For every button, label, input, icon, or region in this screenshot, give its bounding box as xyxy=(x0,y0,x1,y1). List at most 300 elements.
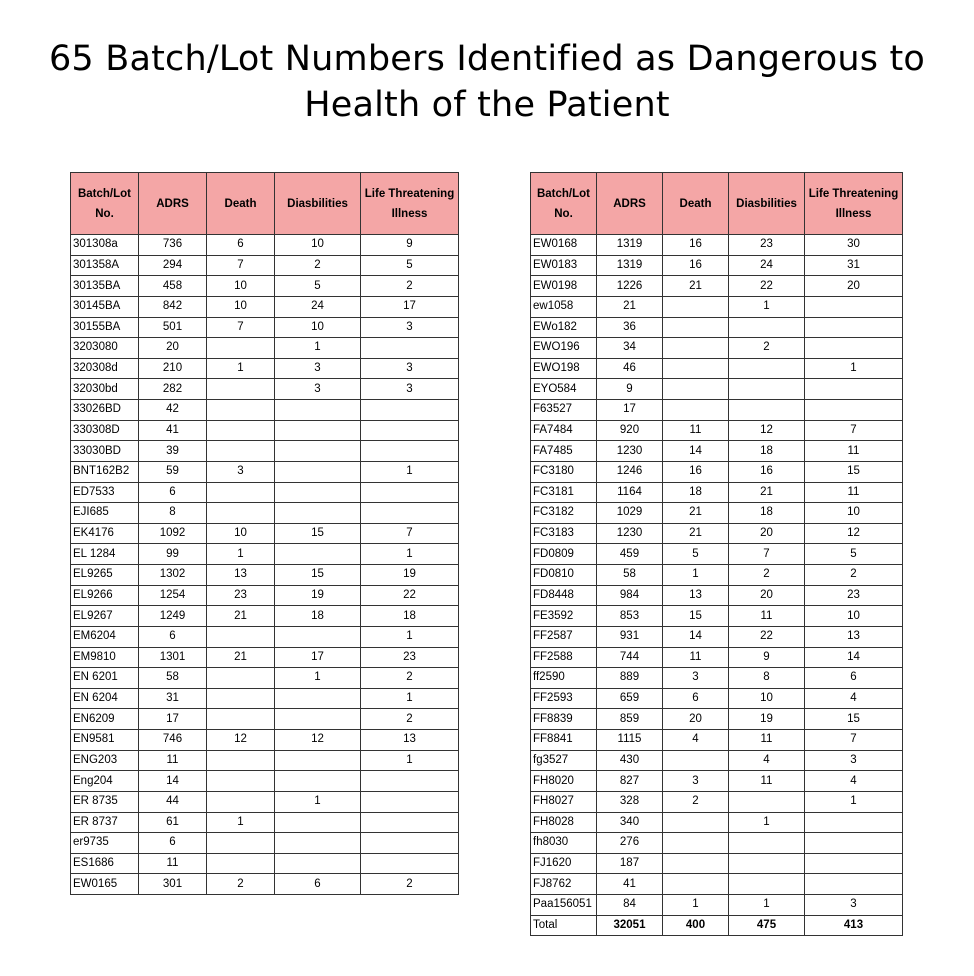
cell-life-threatening: 1 xyxy=(361,688,459,709)
cell-life-threatening: 5 xyxy=(805,544,903,565)
cell-life-threatening: 12 xyxy=(805,523,903,544)
cell-batch-lot: 330308D xyxy=(71,420,139,441)
cell-adrs: 39 xyxy=(139,441,207,462)
cell-adrs: 746 xyxy=(139,730,207,751)
cell-batch-lot: EW0198 xyxy=(531,276,597,297)
cell-batch-lot: FF2593 xyxy=(531,688,597,709)
cell-batch-lot: FF8839 xyxy=(531,709,597,730)
cell-adrs: 41 xyxy=(597,874,663,895)
cell-batch-lot: EM6204 xyxy=(71,626,139,647)
table-row xyxy=(71,688,459,709)
cell-disabilities: 3 xyxy=(275,379,361,400)
cell-life-threatening: 1 xyxy=(361,544,459,565)
cell-disabilities: 1 xyxy=(729,895,805,916)
cell-disabilities: 1 xyxy=(275,338,361,359)
cell-life-threatening: 11 xyxy=(805,482,903,503)
table-row xyxy=(531,709,903,730)
cell-batch-lot: FA7484 xyxy=(531,420,597,441)
cell-disabilities: 9 xyxy=(729,647,805,668)
cell-adrs: 46 xyxy=(597,358,663,379)
cell-adrs: 1226 xyxy=(597,276,663,297)
cell-death xyxy=(207,688,275,709)
table-row xyxy=(531,565,903,586)
cell-adrs: 853 xyxy=(597,606,663,627)
table-row xyxy=(531,358,903,379)
cell-death: 21 xyxy=(663,276,729,297)
cell-life-threatening: 2 xyxy=(361,874,459,895)
cell-death: 2 xyxy=(207,874,275,895)
cell-death: 12 xyxy=(207,730,275,751)
cell-death xyxy=(663,317,729,338)
table-row xyxy=(531,812,903,833)
cell-disabilities xyxy=(275,626,361,647)
cell-death xyxy=(663,358,729,379)
cell-death: 4 xyxy=(663,730,729,751)
cell-disabilities: 7 xyxy=(729,544,805,565)
cell-adrs: 1319 xyxy=(597,255,663,276)
cell-adrs: 41 xyxy=(139,420,207,441)
cell-batch-lot: EK4176 xyxy=(71,523,139,544)
cell-adrs: 9 xyxy=(597,379,663,400)
cell-disabilities xyxy=(729,791,805,812)
cell-batch-lot: ER 8735 xyxy=(71,791,139,812)
cell-disabilities: 2 xyxy=(275,255,361,276)
cell-batch-lot: 30135BA xyxy=(71,276,139,297)
cell-adrs: 827 xyxy=(597,771,663,792)
table-row xyxy=(531,317,903,338)
cell-death: 1 xyxy=(663,895,729,916)
cell-disabilities: 22 xyxy=(729,626,805,647)
cell-disabilities: 6 xyxy=(275,874,361,895)
cell-life-threatening: 6 xyxy=(805,668,903,689)
cell-adrs: 340 xyxy=(597,812,663,833)
header-row xyxy=(531,173,903,235)
table-row xyxy=(531,688,903,709)
cell-life-threatening: 2 xyxy=(361,668,459,689)
cell-life-threatening: 1 xyxy=(361,626,459,647)
cell-life-threatening xyxy=(361,833,459,854)
col-batch-lot: Batch/Lot No. xyxy=(531,173,597,235)
table-row xyxy=(71,379,459,400)
cell-batch-lot: EL9265 xyxy=(71,565,139,586)
cell-disabilities: 1 xyxy=(729,296,805,317)
cell-adrs: 59 xyxy=(139,461,207,482)
cell-adrs: 1092 xyxy=(139,523,207,544)
table-row xyxy=(71,750,459,771)
cell-death: 3 xyxy=(663,771,729,792)
cell-adrs: 1249 xyxy=(139,606,207,627)
cell-death: 1 xyxy=(663,565,729,586)
cell-disabilities: 10 xyxy=(275,317,361,338)
cell-disabilities xyxy=(275,853,361,874)
col-adrs: ADRS xyxy=(139,173,207,235)
cell-death xyxy=(207,338,275,359)
cell-batch-lot: EW0168 xyxy=(531,235,597,256)
cell-disabilities: 22 xyxy=(729,276,805,297)
cell-disabilities: 1 xyxy=(275,668,361,689)
cell-disabilities xyxy=(275,771,361,792)
cell-disabilities: 12 xyxy=(729,420,805,441)
cell-adrs: 920 xyxy=(597,420,663,441)
cell-death: 14 xyxy=(663,626,729,647)
cell-adrs: 736 xyxy=(139,235,207,256)
cell-life-threatening xyxy=(361,420,459,441)
cell-death: 6 xyxy=(663,688,729,709)
cell-disabilities xyxy=(275,688,361,709)
cell-death xyxy=(207,853,275,874)
cell-disabilities xyxy=(729,379,805,400)
cell-batch-lot: F63527 xyxy=(531,400,597,421)
cell-disabilities: 5 xyxy=(275,276,361,297)
table-row xyxy=(531,276,903,297)
cell-death xyxy=(663,750,729,771)
cell-adrs: 859 xyxy=(597,709,663,730)
table-row xyxy=(531,853,903,874)
cell-life-threatening: 3 xyxy=(361,379,459,400)
table-row xyxy=(531,895,903,916)
cell-death: 6 xyxy=(207,235,275,256)
cell-disabilities: 19 xyxy=(275,585,361,606)
cell-adrs: 276 xyxy=(597,833,663,854)
cell-life-threatening: 19 xyxy=(361,565,459,586)
table-row xyxy=(71,874,459,895)
cell-life-threatening xyxy=(361,338,459,359)
cell-death xyxy=(207,379,275,400)
cell-batch-lot: ER 8737 xyxy=(71,812,139,833)
total-cell-batch-lot: Total xyxy=(531,915,597,936)
cell-adrs: 430 xyxy=(597,750,663,771)
col-death: Death xyxy=(207,173,275,235)
cell-batch-lot: EN9581 xyxy=(71,730,139,751)
cell-batch-lot: er9735 xyxy=(71,833,139,854)
cell-life-threatening: 3 xyxy=(805,750,903,771)
table-row xyxy=(71,812,459,833)
cell-life-threatening xyxy=(805,853,903,874)
cell-disabilities: 16 xyxy=(729,461,805,482)
cell-batch-lot: EL9267 xyxy=(71,606,139,627)
cell-disabilities: 18 xyxy=(729,503,805,524)
cell-disabilities: 21 xyxy=(729,482,805,503)
total-row xyxy=(531,915,903,936)
cell-batch-lot: FH8027 xyxy=(531,791,597,812)
cell-adrs: 58 xyxy=(597,565,663,586)
cell-adrs: 11 xyxy=(139,750,207,771)
cell-death: 3 xyxy=(207,461,275,482)
cell-batch-lot: FC3182 xyxy=(531,503,597,524)
cell-life-threatening: 1 xyxy=(361,461,459,482)
cell-batch-lot: EW0165 xyxy=(71,874,139,895)
cell-batch-lot: Paa156051 xyxy=(531,895,597,916)
table-row xyxy=(531,544,903,565)
cell-batch-lot: FF2588 xyxy=(531,647,597,668)
cell-life-threatening xyxy=(361,400,459,421)
cell-adrs: 501 xyxy=(139,317,207,338)
cell-batch-lot: FH8020 xyxy=(531,771,597,792)
cell-batch-lot: FJ8762 xyxy=(531,874,597,895)
cell-life-threatening: 18 xyxy=(361,606,459,627)
cell-life-threatening: 1 xyxy=(805,791,903,812)
cell-adrs: 842 xyxy=(139,296,207,317)
table-row xyxy=(71,276,459,297)
cell-disabilities: 2 xyxy=(729,338,805,359)
cell-death: 13 xyxy=(663,585,729,606)
cell-death: 16 xyxy=(663,235,729,256)
cell-life-threatening: 1 xyxy=(805,358,903,379)
table-row xyxy=(531,338,903,359)
table-row xyxy=(531,255,903,276)
cell-life-threatening: 23 xyxy=(805,585,903,606)
table-row xyxy=(531,523,903,544)
cell-batch-lot: FC3181 xyxy=(531,482,597,503)
table-row xyxy=(531,585,903,606)
cell-disabilities xyxy=(275,503,361,524)
batch-table-right xyxy=(530,172,903,936)
cell-death xyxy=(207,482,275,503)
cell-adrs: 6 xyxy=(139,833,207,854)
col-life-threatening: Life Threatening Illness xyxy=(805,173,903,235)
cell-death xyxy=(207,833,275,854)
cell-batch-lot: ENG203 xyxy=(71,750,139,771)
cell-batch-lot: EN 6204 xyxy=(71,688,139,709)
cell-life-threatening: 23 xyxy=(361,647,459,668)
cell-death xyxy=(663,379,729,400)
cell-disabilities xyxy=(275,400,361,421)
cell-adrs: 282 xyxy=(139,379,207,400)
cell-adrs: 1164 xyxy=(597,482,663,503)
cell-batch-lot: 30145BA xyxy=(71,296,139,317)
table-row xyxy=(71,730,459,751)
table-row xyxy=(71,358,459,379)
col-disabilities: Diasbilities xyxy=(275,173,361,235)
table-row xyxy=(531,647,903,668)
table-row xyxy=(531,441,903,462)
cell-batch-lot: FC3180 xyxy=(531,461,597,482)
cell-disabilities: 12 xyxy=(275,730,361,751)
cell-disabilities xyxy=(275,461,361,482)
cell-disabilities: 4 xyxy=(729,750,805,771)
table-row xyxy=(531,668,903,689)
cell-life-threatening xyxy=(361,503,459,524)
cell-death xyxy=(663,812,729,833)
cell-death xyxy=(663,400,729,421)
table-row xyxy=(531,626,903,647)
cell-batch-lot: 3203080 xyxy=(71,338,139,359)
cell-adrs: 14 xyxy=(139,771,207,792)
cell-death xyxy=(207,771,275,792)
table-row xyxy=(71,647,459,668)
cell-death: 21 xyxy=(207,647,275,668)
cell-death xyxy=(207,626,275,647)
col-death: Death xyxy=(663,173,729,235)
cell-disabilities xyxy=(275,482,361,503)
cell-batch-lot: EL9266 xyxy=(71,585,139,606)
cell-batch-lot: EM9810 xyxy=(71,647,139,668)
table-row xyxy=(531,730,903,751)
cell-life-threatening: 10 xyxy=(805,606,903,627)
table-row xyxy=(531,461,903,482)
cell-death: 14 xyxy=(663,441,729,462)
cell-adrs: 36 xyxy=(597,317,663,338)
cell-adrs: 210 xyxy=(139,358,207,379)
cell-adrs: 44 xyxy=(139,791,207,812)
cell-life-threatening: 10 xyxy=(805,503,903,524)
cell-adrs: 17 xyxy=(139,709,207,730)
cell-batch-lot: fg3527 xyxy=(531,750,597,771)
cell-batch-lot: ED7533 xyxy=(71,482,139,503)
cell-disabilities: 10 xyxy=(729,688,805,709)
cell-life-threatening xyxy=(805,400,903,421)
cell-disabilities: 15 xyxy=(275,565,361,586)
cell-adrs: 17 xyxy=(597,400,663,421)
cell-life-threatening xyxy=(805,812,903,833)
table-row xyxy=(71,833,459,854)
cell-batch-lot: 301308a xyxy=(71,235,139,256)
cell-batch-lot: FJ1620 xyxy=(531,853,597,874)
cell-death xyxy=(207,791,275,812)
table-row xyxy=(71,523,459,544)
cell-life-threatening xyxy=(805,338,903,359)
col-adrs: ADRS xyxy=(597,173,663,235)
cell-batch-lot: FC3183 xyxy=(531,523,597,544)
cell-life-threatening: 30 xyxy=(805,235,903,256)
cell-life-threatening: 7 xyxy=(361,523,459,544)
table-row xyxy=(71,626,459,647)
cell-life-threatening xyxy=(361,812,459,833)
cell-disabilities: 18 xyxy=(275,606,361,627)
cell-batch-lot: EW0183 xyxy=(531,255,597,276)
cell-life-threatening xyxy=(361,771,459,792)
cell-disabilities: 18 xyxy=(729,441,805,462)
cell-disabilities: 11 xyxy=(729,771,805,792)
cell-batch-lot: EYO584 xyxy=(531,379,597,400)
cell-batch-lot: 33026BD xyxy=(71,400,139,421)
cell-adrs: 21 xyxy=(597,296,663,317)
cell-death xyxy=(207,668,275,689)
cell-death: 13 xyxy=(207,565,275,586)
cell-adrs: 11 xyxy=(139,853,207,874)
cell-disabilities xyxy=(275,709,361,730)
cell-death xyxy=(207,420,275,441)
cell-life-threatening xyxy=(805,874,903,895)
cell-death: 7 xyxy=(207,317,275,338)
cell-batch-lot: 301358A xyxy=(71,255,139,276)
cell-disabilities: 1 xyxy=(275,791,361,812)
cell-batch-lot: EN6209 xyxy=(71,709,139,730)
cell-death: 15 xyxy=(663,606,729,627)
cell-death: 1 xyxy=(207,812,275,833)
cell-batch-lot: ew1058 xyxy=(531,296,597,317)
table-row xyxy=(531,750,903,771)
cell-adrs: 1029 xyxy=(597,503,663,524)
cell-disabilities xyxy=(729,317,805,338)
cell-disabilities: 8 xyxy=(729,668,805,689)
cell-adrs: 1230 xyxy=(597,441,663,462)
cell-adrs: 1254 xyxy=(139,585,207,606)
cell-death: 5 xyxy=(663,544,729,565)
cell-adrs: 6 xyxy=(139,626,207,647)
cell-life-threatening: 7 xyxy=(805,420,903,441)
cell-disabilities: 20 xyxy=(729,523,805,544)
total-cell-adrs: 32051 xyxy=(597,915,663,936)
cell-disabilities xyxy=(729,400,805,421)
cell-death: 10 xyxy=(207,296,275,317)
cell-death xyxy=(207,441,275,462)
cell-batch-lot: FH8028 xyxy=(531,812,597,833)
cell-batch-lot: EN 6201 xyxy=(71,668,139,689)
cell-disabilities xyxy=(275,420,361,441)
total-cell-life-threatening: 413 xyxy=(805,915,903,936)
cell-life-threatening: 3 xyxy=(805,895,903,916)
table-row xyxy=(531,503,903,524)
table-row xyxy=(531,791,903,812)
cell-life-threatening: 15 xyxy=(805,709,903,730)
table-row xyxy=(71,400,459,421)
cell-death xyxy=(663,833,729,854)
cell-life-threatening: 22 xyxy=(361,585,459,606)
cell-adrs: 294 xyxy=(139,255,207,276)
cell-adrs: 301 xyxy=(139,874,207,895)
table-row xyxy=(71,235,459,256)
cell-death xyxy=(207,503,275,524)
cell-disabilities xyxy=(275,750,361,771)
cell-disabilities xyxy=(729,833,805,854)
cell-batch-lot: ff2590 xyxy=(531,668,597,689)
cell-batch-lot: 32030bd xyxy=(71,379,139,400)
cell-batch-lot: EJI685 xyxy=(71,503,139,524)
cell-adrs: 744 xyxy=(597,647,663,668)
cell-life-threatening: 14 xyxy=(805,647,903,668)
cell-life-threatening: 4 xyxy=(805,771,903,792)
table-row xyxy=(71,544,459,565)
cell-adrs: 1319 xyxy=(597,235,663,256)
total-cell-death: 400 xyxy=(663,915,729,936)
page-title xyxy=(0,36,974,128)
table-row xyxy=(71,709,459,730)
cell-death: 16 xyxy=(663,461,729,482)
cell-batch-lot: FF8841 xyxy=(531,730,597,751)
cell-adrs: 1302 xyxy=(139,565,207,586)
table-row xyxy=(531,482,903,503)
cell-life-threatening: 2 xyxy=(361,276,459,297)
cell-adrs: 889 xyxy=(597,668,663,689)
cell-death xyxy=(207,750,275,771)
cell-batch-lot: FD0809 xyxy=(531,544,597,565)
table-row xyxy=(71,338,459,359)
cell-adrs: 458 xyxy=(139,276,207,297)
cell-life-threatening xyxy=(361,853,459,874)
cell-adrs: 8 xyxy=(139,503,207,524)
cell-life-threatening: 9 xyxy=(361,235,459,256)
table-row xyxy=(71,482,459,503)
cell-batch-lot: 320308d xyxy=(71,358,139,379)
cell-death: 3 xyxy=(663,668,729,689)
cell-adrs: 984 xyxy=(597,585,663,606)
cell-adrs: 187 xyxy=(597,853,663,874)
cell-death xyxy=(663,296,729,317)
cell-life-threatening: 3 xyxy=(361,317,459,338)
cell-disabilities: 19 xyxy=(729,709,805,730)
cell-adrs: 931 xyxy=(597,626,663,647)
cell-disabilities: 24 xyxy=(275,296,361,317)
table-row xyxy=(531,400,903,421)
cell-death: 21 xyxy=(207,606,275,627)
cell-disabilities: 23 xyxy=(729,235,805,256)
cell-batch-lot: EWo182 xyxy=(531,317,597,338)
cell-batch-lot: FD0810 xyxy=(531,565,597,586)
cell-disabilities xyxy=(729,853,805,874)
cell-adrs: 328 xyxy=(597,791,663,812)
table-row xyxy=(71,503,459,524)
